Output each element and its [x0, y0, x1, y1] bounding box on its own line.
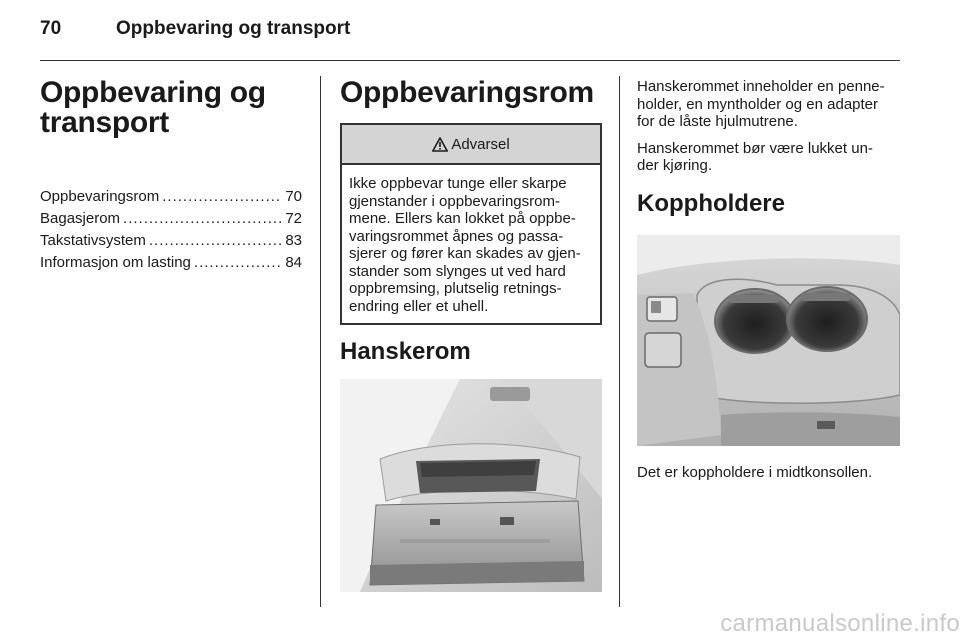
chapter-column — [40, 78, 302, 276]
toc-entry-label: Oppbevaringsrom — [40, 188, 160, 205]
table-of-contents — [40, 188, 302, 276]
warning-line: varingsrommet åpnes og passa- — [349, 227, 564, 245]
cupholder-title: Koppholdere — [637, 189, 785, 217]
cupholder-caption: Det er koppholdere i midtkonsollen. — [637, 463, 873, 481]
glovebox-closed-paragraph — [637, 140, 902, 175]
running-title: Oppbevaring og transport — [116, 18, 351, 39]
toc-entry[interactable] — [40, 210, 302, 232]
column-divider — [320, 76, 321, 607]
toc-entry-page: 70 — [285, 188, 302, 205]
paragraph-line: holder, en myntholder og en adapter — [637, 95, 879, 113]
toc-entry[interactable] — [40, 188, 302, 210]
toc-entry-label: Informasjon om lasting — [40, 254, 191, 271]
warning-line: mene. Ellers kan lokket på oppbe- — [349, 210, 576, 227]
toc-entry[interactable] — [40, 232, 302, 254]
chapter-title-line: transport — [40, 106, 169, 139]
warning-line: sjerer og fører kan skades av gjen- — [349, 245, 581, 262]
toc-entry-label: Bagasjerom — [40, 210, 121, 227]
toc-entry-label: Takstativsystem — [40, 232, 146, 249]
storage-column — [340, 78, 602, 592]
toc-entry-page: 83 — [285, 232, 302, 249]
chapter-title-line: Oppbevaring og — [40, 76, 266, 109]
warning-line: endring eller et uhell. — [349, 297, 489, 315]
warning-line: Ikke oppbevar tunge eller skarpe — [349, 175, 567, 192]
watermark: carmanualsonline.info — [720, 610, 960, 637]
warning-triangle-icon — [432, 137, 448, 152]
toc-leader-dots — [194, 254, 282, 271]
header-rule — [40, 60, 900, 61]
paragraph-line: Hanskerommet inneholder en penne- — [637, 78, 885, 95]
toc-entry-page: 84 — [285, 254, 302, 271]
toc-entry[interactable] — [40, 254, 302, 276]
right-column — [637, 78, 902, 481]
paragraph-line: Hanskerommet bør være lukket un- — [637, 139, 873, 157]
warning-heading: Advarsel — [451, 135, 510, 153]
chapter-title — [40, 78, 302, 138]
toc-leader-dots — [123, 210, 282, 227]
paragraph-line: der kjøring. — [637, 157, 713, 174]
glovebox-title: Hanskerom — [340, 338, 471, 365]
page-number: 70 — [40, 18, 62, 39]
warning-line: oppbremsing, plutselig retnings- — [349, 280, 562, 297]
warning-line: stander som slynges ut ved hard — [349, 262, 566, 280]
warning-text — [342, 165, 600, 323]
toc-leader-dots — [162, 188, 282, 205]
warning-header — [342, 125, 600, 165]
section-title: Oppbevaringsrom — [340, 76, 594, 109]
toc-entry-page: 72 — [285, 210, 302, 227]
toc-leader-dots — [149, 232, 282, 249]
column-divider — [619, 76, 620, 607]
cupholder-photo — [637, 235, 900, 446]
warning-line: gjenstander i oppbevaringsrom- — [349, 192, 560, 210]
glovebox-paragraph — [637, 78, 902, 131]
page-header — [40, 18, 900, 54]
glovebox-photo — [340, 379, 602, 592]
warning-box — [340, 123, 602, 325]
paragraph-line: for de låste hjulmutrene. — [637, 113, 798, 130]
